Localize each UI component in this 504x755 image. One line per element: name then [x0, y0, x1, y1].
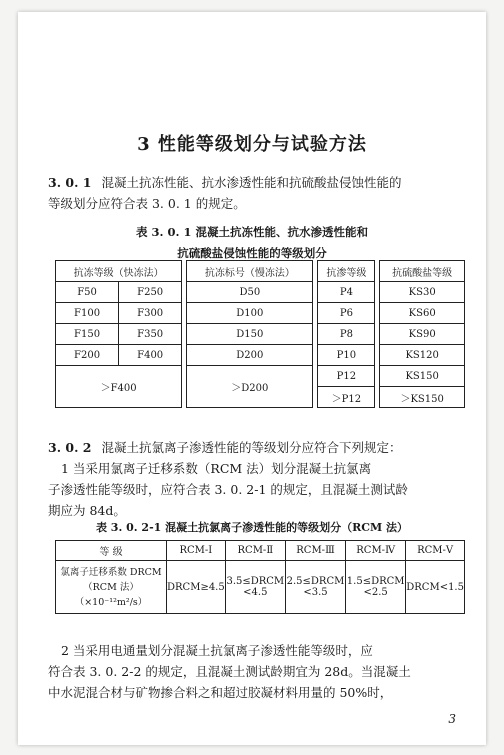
table-caption [18, 222, 486, 264]
header-cell: 抗硫酸盐等级 [380, 261, 465, 282]
row-label: （RCM 法） [83, 581, 139, 593]
paragraph-line: 混凝土抗冻性能、抗水渗透性能和抗硫酸盐侵蚀性能的 [101, 175, 402, 190]
header-cell: RCM-Ⅴ [406, 541, 465, 561]
row-label: （×10⁻¹²m²/s） [74, 596, 148, 608]
paragraph-line: 2 当采用电通量划分混凝土抗氯离子渗透性能等级时，应 [61, 643, 373, 658]
paragraph-line: 等级划分应符合表 3. 0. 1 的规定。 [48, 196, 246, 211]
item-2-paragraph [48, 640, 458, 703]
table-row: F150 F350 D150 P8 KS90 [56, 324, 465, 345]
header-cell: 抗渗等级 [318, 261, 375, 282]
table-row: ＞F400 ＞D200 P12 KS150 [56, 366, 465, 387]
table-header-row [56, 541, 465, 561]
table-row: 氯离子迁移系数 DRCM （RCM 法） （×10⁻¹²m²/s） DRCM≥4.5 3.5≤DRCM <4.5 2.5≤DRCM <3.5 1.5≤DRCM <2.5 DRCM<1.5 [56, 561, 465, 614]
section-number: 3. 0. 1 [48, 175, 92, 190]
paragraph-line: 期应为 84d。 [48, 503, 126, 518]
table-caption: 表 3. 0. 2-1 混凝土抗氯离子渗透性能的等级划分（RCM 法） [95, 521, 409, 534]
freeze-thaw-table [55, 260, 465, 408]
header-cell: 抗冻等级（快冻法） [56, 261, 182, 282]
caption-line: 抗硫酸盐侵蚀性能的等级划分 [177, 246, 327, 260]
table-row: F200 F400 D200 P10 KS120 [56, 345, 465, 366]
caption-line: 表 3. 0. 1 混凝土抗冻性能、抗水渗透性能和 [135, 225, 369, 239]
section-number: 3. 0. 2 [48, 440, 92, 455]
header-cell: 抗冻标号（慢冻法） [187, 261, 313, 282]
row-label: 氯离子迁移系数 DRCM [60, 566, 162, 578]
header-cell: RCM-Ⅲ [285, 541, 345, 561]
paragraph-line: 子渗透性能等级时，应符合表 3. 0. 2-1 的规定，且混凝土测试龄 [48, 482, 408, 497]
chloride-rcm-table [55, 540, 465, 614]
chapter-title: 3 性能等级划分与试验方法 [137, 134, 367, 155]
table-header-row [56, 261, 465, 282]
section-3-0-1 [48, 172, 458, 214]
table-row: ＞P12 ＞KS150 [56, 387, 465, 408]
paragraph-line: 中水泥混合材与矿物掺合料之和超过胶凝材料用量的 50%时， [48, 685, 393, 700]
header-cell: RCM-Ⅳ [346, 541, 406, 561]
header-cell: 等 级 [56, 541, 167, 561]
section-3-0-2 [48, 437, 458, 521]
table-row: F100 F300 D100 P6 KS60 [56, 303, 465, 324]
header-cell: RCM-Ⅱ [225, 541, 285, 561]
paragraph-line: 混凝土抗氯离子渗透性能的等级划分应符合下列规定： [101, 440, 402, 455]
paragraph-line: 符合表 3. 0. 2-2 的规定，且混凝土测试龄期宜为 28d。当混凝土 [48, 664, 411, 679]
page-number: 3 [448, 712, 456, 726]
header-cell: RCM-Ⅰ [167, 541, 226, 561]
table-row: F50 F250 D50 P4 KS30 [56, 282, 465, 303]
paragraph-line: 1 当采用氯离子迁移系数（RCM 法）划分混凝土抗氯离 [61, 461, 372, 476]
document-page [18, 12, 486, 745]
